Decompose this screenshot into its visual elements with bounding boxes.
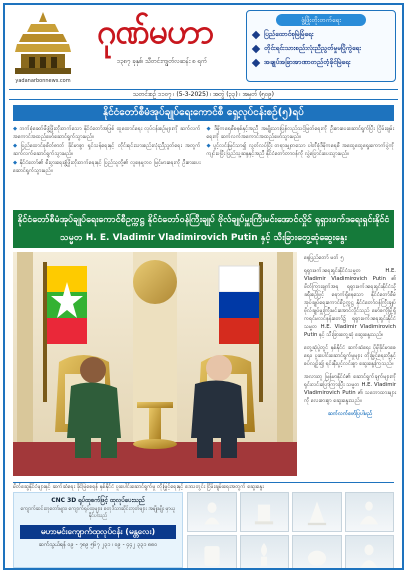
objective-text: ပြည်ထောင်စုမြဲမြံရေး bbox=[264, 30, 314, 38]
article-paragraph: ရုရှားဖက်ဒရေးရှင်းနိုင်ငံသမ္မတ H.E. Vladimir Vladimirovich Putin ၏ ဖိတ်ကြားချက်အရ ရုရှားဖက်ဒရေးရှင်းနိုင်ငံသို့ ခရီးစဉ်ဖြင့် ရောက်ရှိနေသော နိုင်ငံတော်စီမံအုပ်ချုပ်ရေးကောင်စီဥက္ကဋ္ဌ နိုင်ငံတော်ဝန်ကြီးချုပ် ဗိုလ်ချုပ်မှူးကြီးမင်းအောင်လှိုင်သည် မော်စကိုမြို့ရှိ ကရင်မလင်နန်းတော်၌ ရုရှားဖက်ဒရေးရှင်းနိုင်ငံ သမ္မတ H.E. Vladimir Vladimirovich Putin နှင့် သီးခြားတွေ့ဆုံ ဆွေးနွေးသည်။ bbox=[304, 268, 396, 338]
bottom-news-line: မိတ်ဆွေနိုင်ငံများနှင့် ဆက်ဆံရေး ခိုင်မြဲစေရန် နှစ်နိုင်ငံ ပူးပေါင်းဆောင်ရွက်မှု တိုးမြှင့်ရေးနှင့် ဒေသတွင်း ငြိမ်းချမ်းရေးအတွက် ဆွေးနွေး bbox=[13, 482, 394, 490]
ad-product-grid bbox=[187, 492, 394, 568]
newspaper-title: ဂုဏ်မဟာ bbox=[96, 12, 214, 52]
bullet-icon: ◆ bbox=[206, 126, 212, 132]
sculpture-image bbox=[240, 535, 290, 570]
bullet-icon: ◆ bbox=[206, 143, 212, 150]
bullet-icon: ◆ bbox=[13, 126, 18, 132]
site-url[interactable]: yadanarbonnews.com bbox=[15, 78, 71, 84]
program-paragraph: ◆ ဒီမိုကရေစီစနစ်နှင့်အညီ အမျိုးသားပြန်လည်သင့်မြတ်ရေးကို ဦးစားပေးဆောင်ရွက်ပြီး ငြိမ်းချမ်းရေးကို ဆက်လက်အကောင်အထည်ဖော်သွားမည်။ bbox=[206, 126, 395, 140]
program-paragraph: ◆ နိုင်ငံတော်၏ စီးပွားရေးဖွံ့ဖြိုးတိုးတက်ရေးနှင့် ပြည်သူတို့၏ လူနေမှုဘဝ မြင့်မားရေးကို ဦးစားပေးဆောင်ရွက်သွားမည်။ bbox=[13, 160, 201, 174]
program-paragraph: ◆ ပွင့်လင်းမြင်သာ၍ လွတ်လပ်ပြီး တရားမျှတသော ပါတီစုံဒီမိုကရေစီ အထွေထွေရွေးကောက်ပွဲကို ကျင်းပပြီး ပြည်သူ့ဆန္ဒနှင့်အညီ နိုင်ငံတော်တာဝန်ကို လွှဲပြောင်းပေးသွားမည်။ bbox=[206, 143, 394, 157]
objective-text: တိုင်းရင်းသားစည်းလုံးညီညွတ်မှုမပြိုကွဲရေး bbox=[264, 44, 361, 52]
ad-brand: မဟာမင်းကျောက်ထုလုပ်ငန်း (မန္တလေး) bbox=[20, 525, 176, 539]
objectives-box bbox=[246, 10, 396, 82]
sculpture-image bbox=[345, 492, 395, 532]
sculpture-image bbox=[292, 535, 342, 570]
ad-description: ကျောက်ဆင်းတုတော်များ၊ ကျောက်ရုပ်ထုများ၊ စတုဒိသာဆိုင်းဘုတ်များ အမျိုးမျိုး မှာယူနိုင်ပါသည် bbox=[20, 506, 176, 519]
sculpture-image bbox=[345, 535, 395, 570]
diamond-bullet-icon bbox=[252, 31, 260, 39]
sculpture-image bbox=[292, 492, 342, 532]
ad-headline: CNC 3D ရုပ်ထုစက်ဖြင့် ထုလုပ်ပေးသည် bbox=[51, 497, 145, 504]
bullet-icon: ◆ bbox=[13, 143, 19, 150]
masthead bbox=[5, 5, 402, 87]
objective-item bbox=[247, 28, 395, 42]
diamond-bullet-icon bbox=[252, 59, 260, 67]
meeting-photo bbox=[13, 252, 297, 476]
headline-meeting: နိုင်ငံတော်စီမံအုပ်ချုပ်ရေးကောင်စီဥက္ကဋ္ဌ နိုင်ငံတော်ဝန်ကြီးချုပ် ဗိုလ်ချုပ်မှူးကြီးမင်းအောင်လှိုင် ရုရှားဖက်ဒရေးရှင်းနိုင်ငံသမ္မတ H. E. Vladimir Vladimirovich Putin နှင့် သီးခြားတွေ့ဆုံဆွေးနွေး bbox=[13, 210, 394, 248]
program-paragraph: ◆ ပြည်ထောင်စုစိတ်ဓာတ် ခိုင်မာစွာ ရှင်သန်ရေးနှင့် တိုင်းရင်းသားစည်းလုံးညီညွတ်ရေး အတွက် ဆက်လက်ဆောင်ရွက်သွားမည်။ bbox=[13, 143, 201, 157]
programs-body bbox=[13, 126, 394, 206]
diamond-bullet-icon bbox=[252, 45, 260, 53]
continued-note: ဆက်လက်ဖော်ပြပါမည် bbox=[327, 411, 373, 417]
bullet-icon: ◆ bbox=[13, 160, 18, 167]
objective-text: အချုပ်အခြာအာဏာတည်တံ့ခိုင်မြဲရေး bbox=[264, 58, 351, 66]
headline-five-programs: နိုင်ငံတော်စီမံအုပ်ချုပ်ရေးကောင်စီ ရှေ့လုပ်ငန်းစဉ်(၅)ရပ် bbox=[13, 105, 394, 121]
ad-text-panel bbox=[13, 492, 183, 568]
ad-phone: ဆက်သွယ်ရန် ၀၉ - ၇၈၉ ၅၆၇ ၂၃၁ ၊ ၀၉ - ၄၄၂ ၃၃၁ ၈၈၀ bbox=[38, 542, 158, 548]
date-line: ၁၃၈၇ ခုနှစ်၊ သီတင်းကျွတ်လဆန်း ၈ ရက် bbox=[117, 58, 207, 65]
pagoda-logo-icon bbox=[11, 10, 75, 80]
programs-column-left bbox=[13, 126, 201, 206]
sculpture-image bbox=[187, 492, 237, 532]
article-dateline: နေပြည်တော် မတ် ၅ bbox=[304, 255, 344, 261]
article-paragraph: အလားတူ မြန်မာနိုင်ငံ၏ ဆောင်ရွက်ချက်များကို ရှင်းလင်းပြောကြားပြီး သမ္မတ H.E. Vladimir Vladimirovich Putin ၏ သဘောထားများကို လေးစားစွာ ဆွေးနွေးသည်။ bbox=[304, 374, 396, 404]
issue-info-bar: သတင်းစဉ် ၁၁၀၇ ၊ (5-3-2025) ၊ အတွဲ (၃၃) ၊ အမှတ် (၅၀၉) bbox=[9, 89, 398, 100]
sculpture-image bbox=[187, 535, 237, 570]
sculpture-image bbox=[240, 492, 290, 532]
article-paragraph: တွေ့ဆုံပွဲတွင် နှစ်နိုင်ငံ ဆက်ဆံရေး ပိုမိုခိုင်မာစေရေး၊ ပူးပေါင်းဆောင်ရွက်မှုများ တိုးမြှင့်ရေးတို့နှင့် စပ်လျဉ်း၍ ရင်းနှီးပွင့်လင်းစွာ ဆွေးနွေးကြသည်။ bbox=[304, 345, 396, 367]
meeting-article bbox=[304, 254, 396, 423]
stone-carving-ad[interactable] bbox=[13, 492, 394, 568]
objective-item bbox=[247, 42, 395, 56]
objective-item bbox=[247, 56, 395, 70]
newspaper-page bbox=[3, 3, 404, 570]
programs-column-right bbox=[207, 126, 395, 206]
objectives-heading: ဖွံ့ဖြိုးတိုးတက်ရေး bbox=[276, 14, 366, 26]
program-paragraph: ◆ ဘက်စုံခေတ်မီဖွံ့ဖြိုးတိုးတက်သော နိုင်ငံတော်အဖြစ် ထူထောင်ရေး လုပ်ငန်းစဉ်များကို ဆက်လက်အကောင်အထည်ဖော်ဆောင်ရွက်သွားမည်။ bbox=[13, 126, 201, 140]
